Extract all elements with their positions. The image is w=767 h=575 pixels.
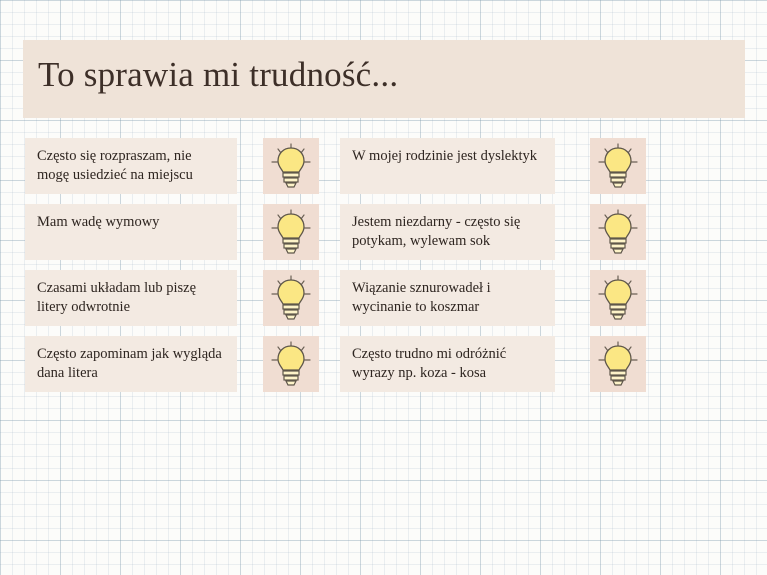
list-item (340, 138, 655, 194)
lightbulb-icon (270, 341, 312, 387)
label-box (340, 138, 555, 194)
list-item-label: Wiązanie sznurowadeł i wycinanie to koszmar (352, 280, 491, 315)
lightbulb-icon (597, 209, 639, 255)
label-box (25, 138, 237, 194)
lightbulb-icon (597, 341, 639, 387)
lightbulb-icon (270, 275, 312, 321)
list-item (25, 336, 335, 392)
list-item (25, 204, 335, 260)
label-box (340, 336, 555, 392)
lightbulb-icon (270, 209, 312, 255)
icon-box (590, 270, 646, 326)
list-item-label: Czasami układam lub piszę litery odwrotnie (37, 280, 197, 315)
lightbulb-icon (597, 143, 639, 189)
list-item-label: W mojej rodzinie jest dyslektyk (352, 148, 537, 164)
label-box (340, 204, 555, 260)
label-box (25, 336, 237, 392)
list-item-label: Mam wadę wymowy (37, 214, 160, 230)
icon-box (263, 336, 319, 392)
label-box (25, 270, 237, 326)
lightbulb-icon (270, 143, 312, 189)
list-item (25, 138, 335, 194)
list-item (340, 270, 655, 326)
icon-box (263, 204, 319, 260)
icon-box (263, 270, 319, 326)
list-item (340, 204, 655, 260)
icon-box (263, 138, 319, 194)
list-item-label: Często się rozpraszam, nie mogę usiedzieć na miejscu (37, 148, 193, 183)
list-item (340, 336, 655, 392)
list-item-label: Często trudno mi odróżnić wyrazy np. koza - kosa (352, 346, 507, 381)
icon-box (590, 138, 646, 194)
right-column (340, 138, 655, 402)
left-column (25, 138, 335, 402)
icon-box (590, 204, 646, 260)
lightbulb-icon (597, 275, 639, 321)
label-box (25, 204, 237, 260)
list-item-label: Często zapominam jak wygląda dana litera (37, 346, 222, 381)
label-box (340, 270, 555, 326)
list-item-label: Jestem niezdarny - często się potykam, wylewam sok (352, 214, 521, 249)
icon-box (590, 336, 646, 392)
page-title: To sprawia mi trudność... (38, 55, 399, 94)
list-item (25, 270, 335, 326)
